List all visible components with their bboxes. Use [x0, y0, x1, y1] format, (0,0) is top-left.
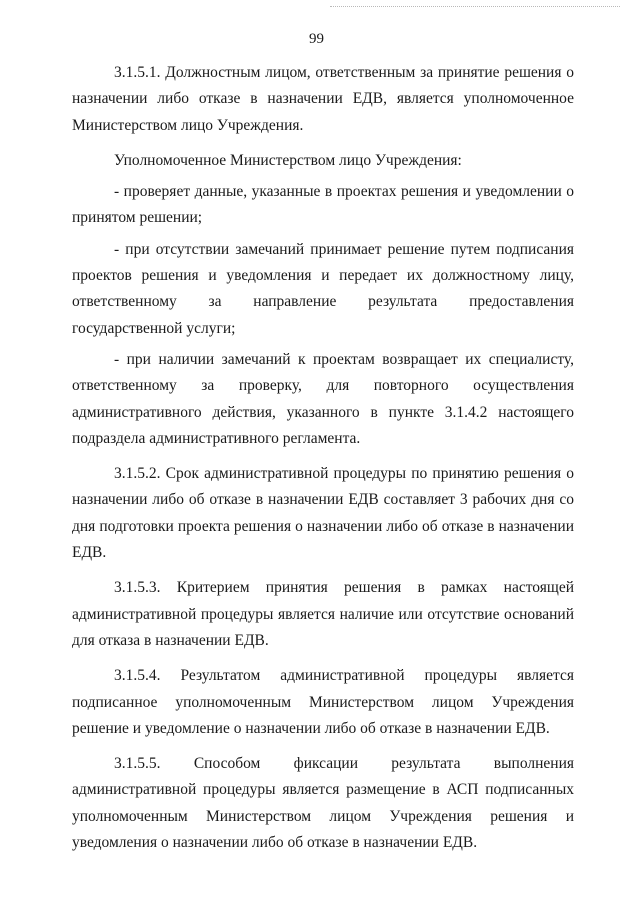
scan-edge-line	[330, 6, 620, 7]
paragraph-3-1-5-5: 3.1.5.5. Способом фиксации результата выполнения административной процедуры является размещение в АСП подписанных уполномоченным Министерством лицом Учреждения решения и уведомления о назначении либо об отказе в назначении ЕДВ.	[72, 755, 574, 852]
paragraph-authorized-person-intro: Уполномоченное Министерством лицо Учреждения:	[114, 151, 462, 169]
paragraph-3-1-5-4: 3.1.5.4. Результатом административной процедуры является подписанное уполномоченным Министерством лицом Учреждения решение и уведомление о назначении либо об отказе в назначении ЕДВ.	[72, 667, 574, 737]
list-item-no-remarks: - при отсутствии замечаний принимает решение путем подписания проектов решения и уведомления и передает их должностному лицу, ответственному за направление результата предоставления государственной услуги;	[72, 240, 574, 337]
paragraph-3-1-5-1: 3.1.5.1. Должностным лицом, ответственным за принятие решения о назначении либо отказе в назначении ЕДВ, является уполномоченное Министерством лицо Учреждения.	[72, 64, 574, 134]
document-body	[72, 60, 574, 865]
list-item-check-data: - проверяет данные, указанные в проектах решения и уведомлении о принятом решении;	[72, 183, 574, 227]
paragraph-3-1-5-2: 3.1.5.2. Срок административной процедуры по принятию решения о назначении либо об отказе в назначении ЕДВ составляет 3 рабочих дня со дня подготовки проекта решения о назначении либо об отказе в назначении ЕДВ.	[72, 465, 574, 562]
paragraph-3-1-5-3: 3.1.5.3. Критерием принятия решения в рамках настоящей административной процедуры является наличие или отсутствие оснований для отказа в назначении ЕДВ.	[72, 579, 574, 649]
list-item-with-remarks: - при наличии замечаний к проектам возвращает их специалисту, ответственному за проверку, для повторного осуществления административного действия, указанного в пункте 3.1.4.2 настоящего подраздела административного регламента.	[72, 350, 574, 447]
page-number: 99	[309, 31, 324, 47]
